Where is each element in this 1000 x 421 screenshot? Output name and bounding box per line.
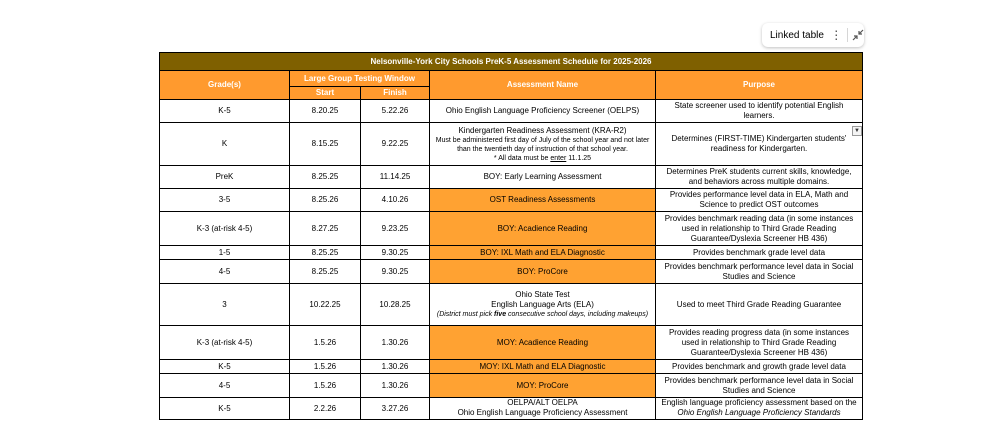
ost-title: Ohio State Test: [515, 290, 570, 299]
cell-assessment: [430, 123, 656, 166]
chip-divider: [847, 28, 848, 42]
cell-start: 1.5.26: [290, 360, 361, 374]
cell-finish: 1.30.26: [361, 360, 430, 374]
kra-data-note: * All data must be enter 11.1.25: [493, 154, 592, 162]
cell-start: 8.25.25: [290, 246, 361, 260]
vertical-dots-icon[interactable]: ⋮: [830, 28, 843, 42]
table-row: [160, 212, 863, 246]
table-row: [160, 189, 863, 212]
table-row: [160, 100, 863, 123]
oelpa-standards: Ohio English Language Proficiency Standards: [677, 408, 841, 417]
cell-grade: K-3 (at-risk 4-5): [160, 212, 290, 246]
cell-assessment: Ohio English Language Proficiency Screener (OELPS): [430, 100, 656, 123]
cell-purpose: Used to meet Third Grade Reading Guarantee: [656, 284, 863, 326]
cell-purpose: [656, 398, 863, 420]
cell-assessment: [430, 398, 656, 420]
cell-assessment: BOY: ProCore: [430, 260, 656, 284]
cell-purpose: Provides performance level data in ELA, Math and Science to predict OST outcomes: [656, 189, 863, 212]
cell-start: 8.15.25: [290, 123, 361, 166]
cell-assessment: BOY: IXL Math and ELA Diagnostic: [430, 246, 656, 260]
table-row: [160, 284, 863, 326]
cell-finish: 9.30.25: [361, 260, 430, 284]
table-row: [160, 260, 863, 284]
cell-grade: 3: [160, 284, 290, 326]
linked-table-label: Linked table: [770, 29, 824, 41]
table-row: [160, 398, 863, 420]
cell-assessment: BOY: Early Learning Assessment: [430, 166, 656, 189]
cell-purpose: Provides benchmark performance level data in Social Studies and Science: [656, 374, 863, 398]
table-title: Nelsonville-York City Schools PreK-5 Assessment Schedule for 2025-2026: [160, 53, 863, 71]
cell-assessment: BOY: Acadience Reading: [430, 212, 656, 246]
cell-grade: K-5: [160, 360, 290, 374]
cell-start: 8.20.25: [290, 100, 361, 123]
table-row: [160, 374, 863, 398]
cell-start: 10.22.25: [290, 284, 361, 326]
table-row: [160, 123, 863, 166]
header-assessment-name: Assessment Name: [430, 71, 656, 100]
table-row: [160, 166, 863, 189]
table-row: [160, 326, 863, 360]
cell-purpose: Provides reading progress data (in some instances used in relationship to Third Grade Reading Guarantee/Dyslexia Screener HB 436): [656, 326, 863, 360]
cell-finish: 9.30.25: [361, 246, 430, 260]
cell-grade: K-5: [160, 100, 290, 123]
cell-start: 8.25.25: [290, 260, 361, 284]
cell-grade: 4-5: [160, 260, 290, 284]
cell-start: 8.25.25: [290, 166, 361, 189]
header-finish: Finish: [361, 87, 430, 100]
cell-finish: 5.22.26: [361, 100, 430, 123]
ost-subject: English Language Arts (ELA): [491, 300, 594, 309]
cell-finish: 9.23.25: [361, 212, 430, 246]
cell-purpose: Determines (FIRST-TIME) Kindergarten students' readiness for Kindergarten.: [656, 123, 863, 166]
table-row: [160, 246, 863, 260]
assessment-schedule-table: [159, 52, 863, 420]
header-purpose: Purpose: [656, 71, 863, 100]
cell-grade: 3-5: [160, 189, 290, 212]
cell-assessment: MOY: ProCore: [430, 374, 656, 398]
oelpa-title: OELPA/ALT OELPA: [507, 398, 578, 407]
cell-start: 8.27.25: [290, 212, 361, 246]
table-row: [160, 360, 863, 374]
header-grade: Grade(s): [160, 71, 290, 100]
ost-note: (District must pick five consecutive school days, including makeups): [436, 311, 649, 318]
kra-note: Must be administered first day of July of the school year and not later than the twentieth day of instruction of that school year.: [435, 136, 650, 153]
cell-finish: 11.14.25: [361, 166, 430, 189]
cell-assessment: OST Readiness Assessments: [430, 189, 656, 212]
cell-finish: 3.27.26: [361, 398, 430, 420]
oelpa-subtitle: Ohio English Language Proficiency Assessment: [457, 408, 628, 417]
cell-grade: 4-5: [160, 374, 290, 398]
cell-grade: 1-5: [160, 246, 290, 260]
cell-assessment: [430, 284, 656, 326]
cell-purpose: Determines PreK students current skills, knowledge, and behaviors across multiple domains.: [656, 166, 863, 189]
cell-purpose: State screener used to identify potential English learners.: [656, 100, 863, 123]
cell-finish: 4.10.26: [361, 189, 430, 212]
cell-start: 1.5.26: [290, 374, 361, 398]
cell-finish: 10.28.25: [361, 284, 430, 326]
collapse-arrows-icon[interactable]: [851, 27, 864, 43]
cell-finish: 1.30.26: [361, 326, 430, 360]
header-testing-window: Large Group Testing Window: [290, 71, 430, 87]
cell-purpose: Provides benchmark grade level data: [656, 246, 863, 260]
cell-assessment: MOY: IXL Math and ELA Diagnostic: [430, 360, 656, 374]
cell-assessment: MOY: Acadience Reading: [430, 326, 656, 360]
cell-finish: 1.30.26: [361, 374, 430, 398]
cell-start: 8.25.26: [290, 189, 361, 212]
linked-table-chip[interactable]: [762, 23, 864, 47]
cell-purpose: Provides benchmark and growth grade level data: [656, 360, 863, 374]
cell-purpose: Provides benchmark reading data (in some instances used in relationship to Third Grade Reading Guarantee/Dyslexia Screener HB 436): [656, 212, 863, 246]
cell-finish: 9.22.25: [361, 123, 430, 166]
kra-title: Kindergarten Readiness Assessment (KRA-R2): [458, 125, 627, 135]
cell-grade: PreK: [160, 166, 290, 189]
header-start: Start: [290, 87, 361, 100]
cell-purpose: Provides benchmark performance level data in Social Studies and Science: [656, 260, 863, 284]
cell-grade: K-5: [160, 398, 290, 420]
cell-start: 2.2.26: [290, 398, 361, 420]
cell-grade: K-3 (at-risk 4-5): [160, 326, 290, 360]
cell-dropdown-icon[interactable]: ▼: [852, 126, 862, 136]
cell-start: 1.5.26: [290, 326, 361, 360]
cell-grade: K: [160, 123, 290, 166]
oelpa-purpose: English language proficiency assessment based on the: [661, 398, 857, 407]
